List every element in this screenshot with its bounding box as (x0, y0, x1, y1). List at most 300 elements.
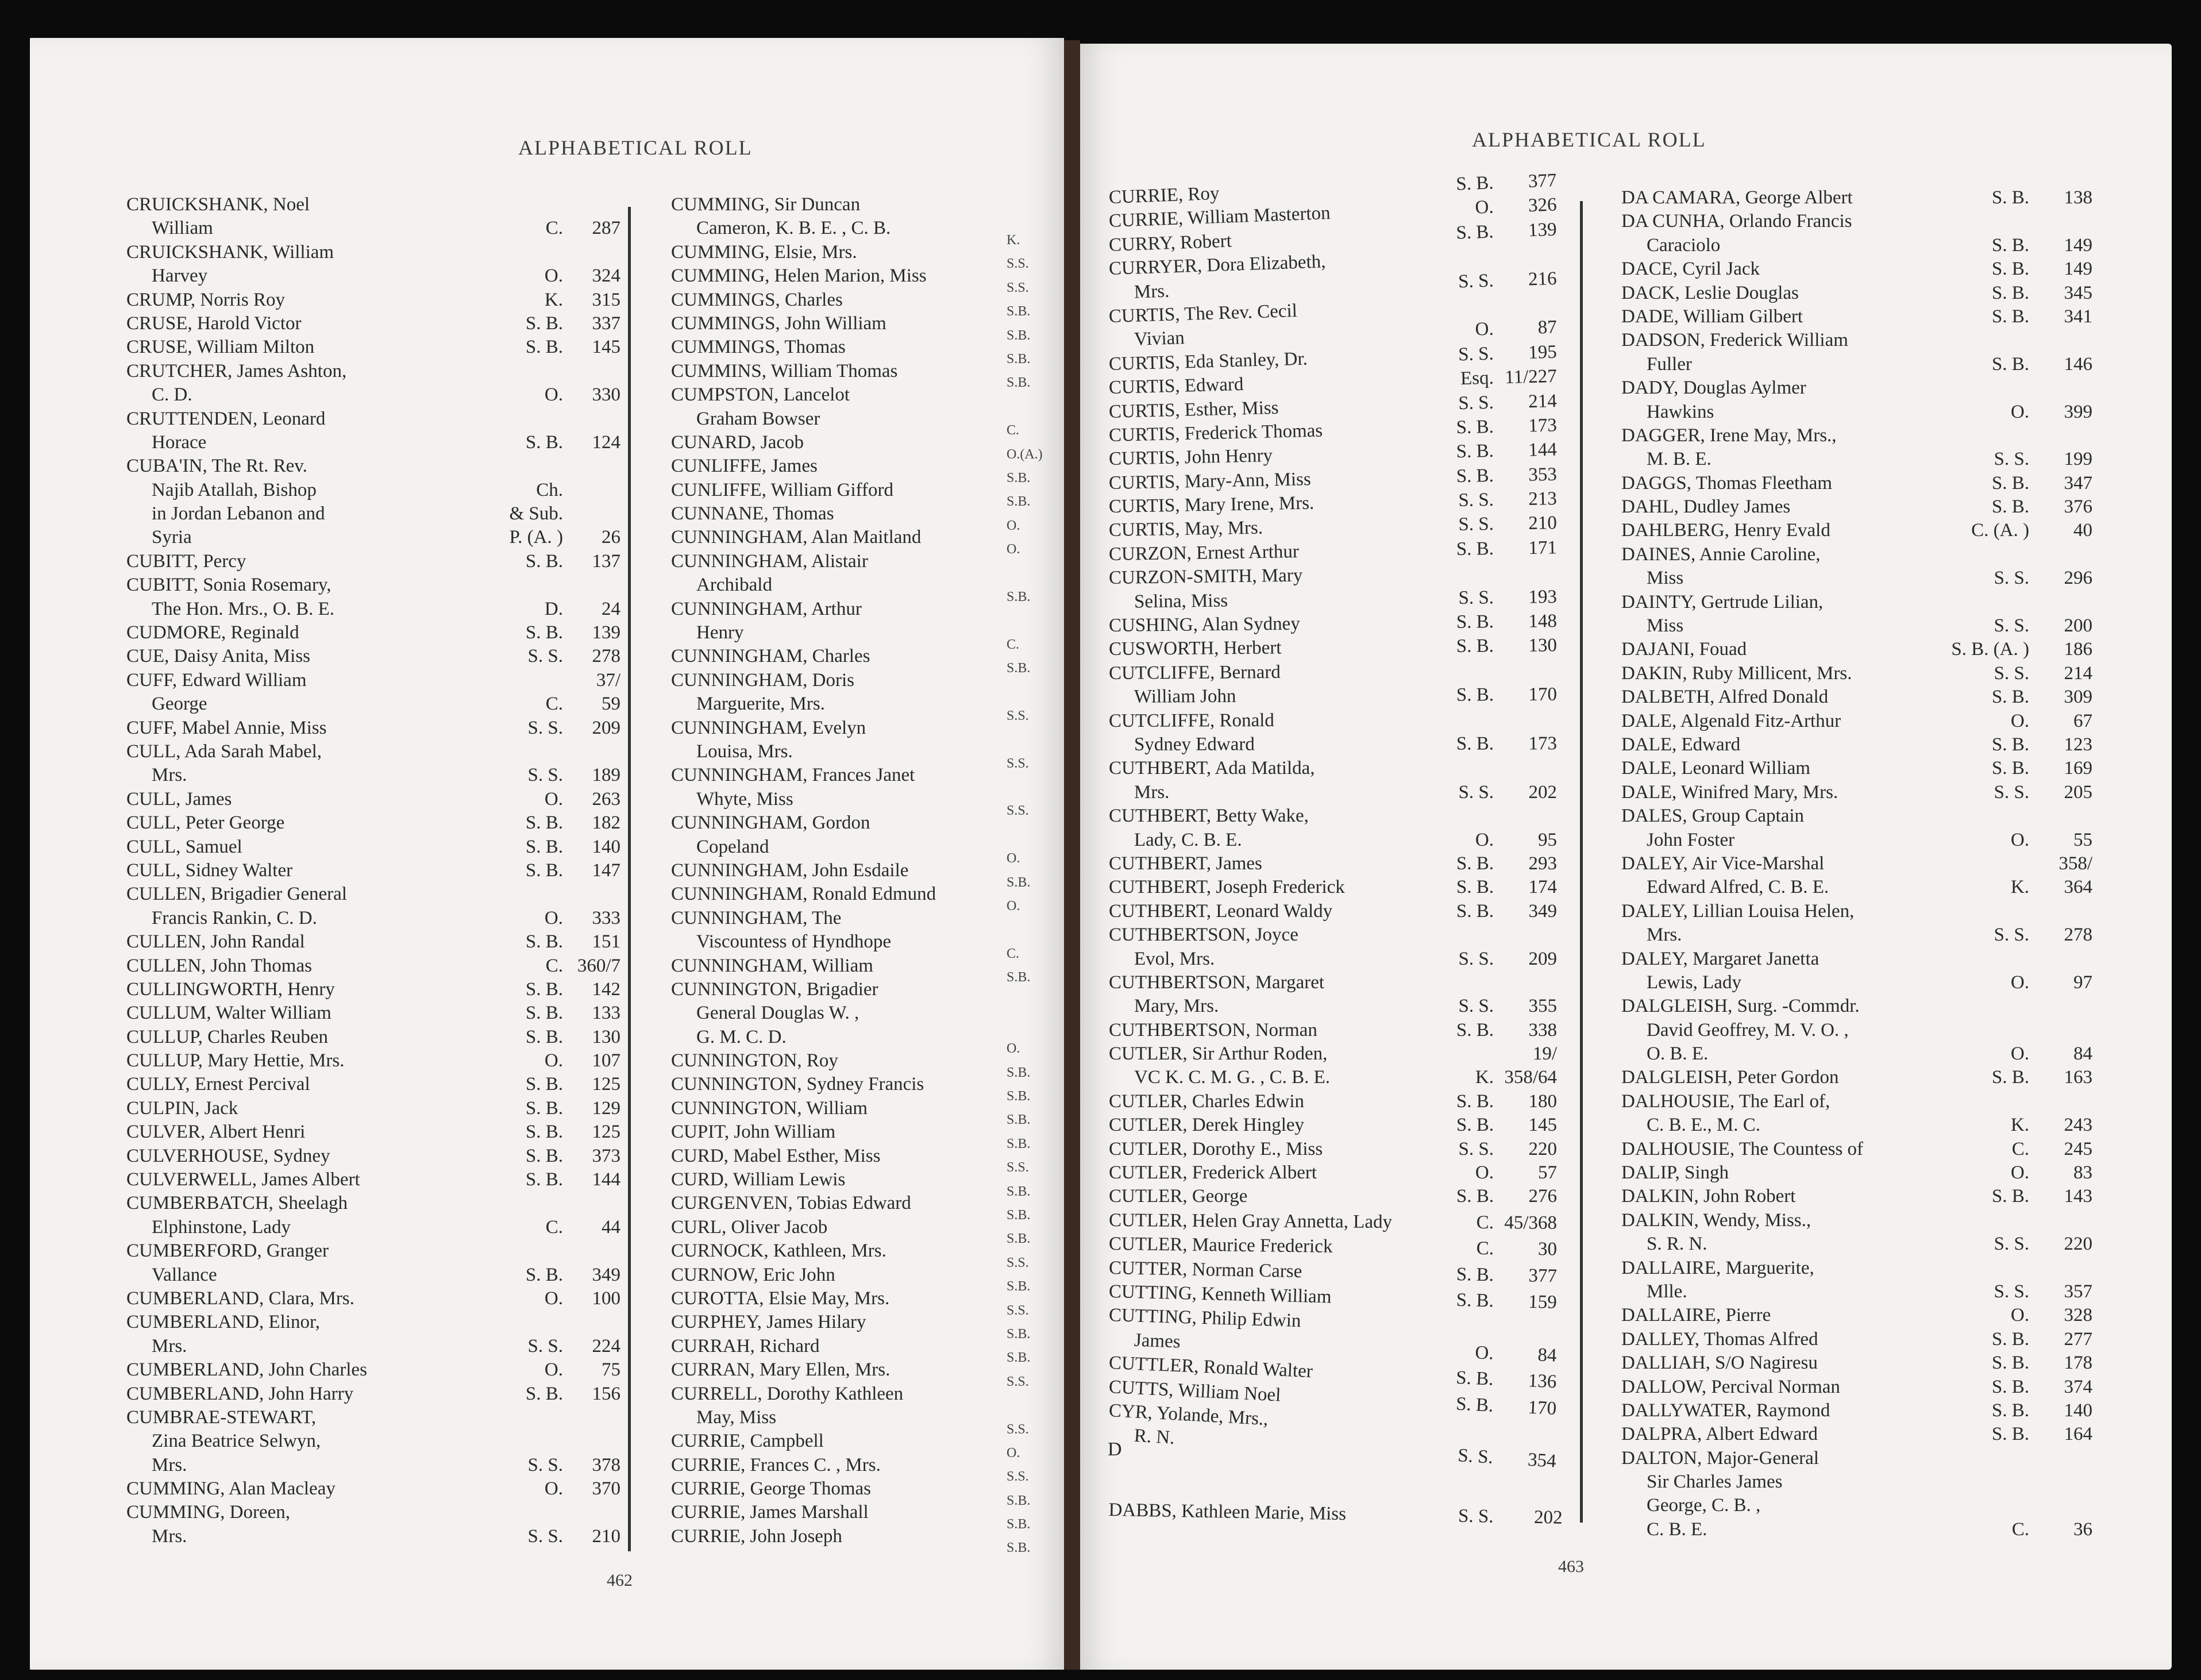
roll-entry (1109, 1113, 1568, 1137)
roll-entry (126, 930, 620, 954)
cut-off-code: S.B. (1007, 1136, 1031, 1151)
entry-page: 145 (1528, 1115, 1557, 1136)
entry-code: S. B. (1456, 684, 1494, 706)
roll-entry (126, 264, 620, 288)
entry-name: Henry (696, 622, 744, 644)
entry-name: CUTTLER, Ronald Walter (1108, 1353, 1313, 1382)
entry-code: S. B. (525, 313, 563, 334)
roll-entry (1621, 519, 2127, 542)
roll-entry (1621, 1161, 2127, 1185)
entry-name: Miss (1647, 568, 1684, 589)
cut-off-code (1007, 728, 1064, 752)
entry-page: 315 (592, 289, 620, 310)
entry-name: CURL, Oliver Jacob (671, 1216, 828, 1238)
entry-name: CURZON-SMITH, Mary (1108, 565, 1303, 589)
entry-name: CUE, Daisy Anita, Miss (126, 646, 310, 667)
entry-page: 164 (2064, 1424, 2092, 1445)
entry-name: Louisa, Mrs. (696, 741, 793, 762)
entry-code: O. (2010, 829, 2029, 850)
entry-name: CUMMING, Elsie, Mrs. (671, 241, 857, 263)
entry-page: 44 (602, 1216, 620, 1238)
entry-code: C. (2011, 1519, 2029, 1540)
entry-page: 142 (592, 978, 620, 1000)
entry-code: O. (544, 1050, 563, 1072)
roll-entry (1621, 353, 2127, 376)
entry-name: CUMBRAE-STEWART, (126, 1407, 317, 1428)
entry-name: CURRYER, Dora Elizabeth, (1108, 251, 1326, 280)
entry-name: CUNNINGTON, Brigadier (671, 978, 878, 1000)
left-column-1 (126, 193, 620, 1548)
entry-page: 216 (1528, 268, 1558, 290)
entry-name: CUTHBERT, Betty Wake, (1109, 806, 1309, 827)
entry-code: O. (544, 1359, 563, 1381)
entry-name: CUMBERLAND, Clara, Mrs. (126, 1288, 354, 1309)
roll-entry (671, 1454, 1016, 1477)
entry-code: S. B. (1456, 1091, 1494, 1112)
entry-name: CURTIS, May, Mrs. (1108, 518, 1263, 541)
column-rule (628, 207, 631, 1551)
entry-name: CURTIS, Edward (1108, 374, 1244, 399)
roll-entry (126, 550, 620, 573)
roll-entry (1621, 614, 2127, 638)
roll-entry (1621, 257, 2127, 281)
roll-entry (1621, 448, 2127, 471)
entry-name: CURTIS, Esther, Miss (1108, 397, 1279, 422)
roll-entry (126, 1001, 620, 1025)
entry-name: Cameron, K. B. E. , C. B. (696, 218, 891, 239)
entry-name: CUMMINGS, Thomas (671, 337, 846, 358)
roll-entry (671, 1049, 1016, 1073)
entry-name: CUNNINGTON, Roy (671, 1050, 838, 1072)
entry-name: Marguerite, Mrs. (696, 693, 825, 715)
entry-name: CURRELL, Dorothy Kathleen (671, 1383, 904, 1404)
roll-entry (1621, 376, 2127, 400)
roll-entry (1109, 900, 1568, 923)
entry-name: CYR, Yolande, Mrs., (1108, 1400, 1269, 1430)
entry-name: DALLOW, Percival Norman (1621, 1376, 1840, 1397)
entry-name: Mrs. (152, 765, 187, 786)
entry-page: 95 (1538, 829, 1557, 850)
entry-page: 293 (1528, 853, 1557, 874)
entry-name: DALBETH, Alfred Donald (1621, 687, 1829, 708)
entry-name: Miss (1647, 615, 1684, 637)
entry-code: S. B. (525, 978, 563, 1000)
entry-name: CUMBERBATCH, Sheelagh (126, 1193, 348, 1214)
roll-entry (126, 360, 598, 383)
roll-entry (1621, 829, 2127, 852)
entry-code: S. B. (525, 1145, 563, 1166)
entry-name: DALE, Algenald Fitz-Arthur (1621, 710, 1841, 731)
entry-name: CURTIS, Mary-Ann, Miss (1108, 468, 1312, 494)
roll-entry (1109, 1042, 1568, 1066)
entry-name: CULLEN, John Randal (126, 931, 305, 953)
roll-entry (126, 1145, 620, 1168)
entry-name: DALLEY, Thomas Alfred (1621, 1328, 1818, 1350)
entry-page: 193 (1528, 586, 1558, 608)
entry-name: CUTLER, Derek Hingley (1109, 1115, 1305, 1136)
entry-name: CUNNINGHAM, Alistair (671, 550, 868, 572)
entry-page: 140 (2064, 1400, 2092, 1421)
entry-code: S. B. (525, 860, 563, 881)
entry-page: 84 (1537, 1344, 1558, 1366)
entry-code: S. B. (1456, 538, 1494, 560)
roll-entry (126, 788, 620, 811)
roll-entry (1621, 852, 2127, 876)
entry-name: Mrs. (152, 1454, 187, 1475)
cut-off-code: C. (1007, 637, 1020, 652)
roll-entry (126, 454, 598, 478)
entry-name: CUPIT, John William (671, 1122, 836, 1143)
entry-page: 345 (2064, 282, 2092, 303)
roll-entry (671, 1358, 1016, 1382)
entry-code: O. (1475, 829, 1494, 850)
cut-off-code: S.B. (1007, 1112, 1031, 1128)
entry-page: 278 (2064, 924, 2092, 946)
entry-name: CURNOCK, Kathleen, Mrs. (671, 1240, 886, 1262)
entry-name: Syria (152, 527, 192, 548)
entry-code: S. B. (525, 1074, 563, 1095)
roll-entry (126, 1168, 620, 1192)
entry-page: 378 (592, 1454, 620, 1475)
entry-page: 170 (1528, 684, 1558, 706)
roll-entry (671, 1120, 1016, 1144)
entry-name: CURRIE, Roy (1108, 183, 1220, 208)
roll-entry (126, 1049, 620, 1073)
entry-name: CUNNINGHAM, Ronald Edmund (671, 884, 936, 905)
entry-code: C. (1476, 1212, 1494, 1233)
roll-entry (126, 954, 620, 978)
entry-name: CRUICKSHANK, William (126, 241, 334, 263)
roll-entry (1621, 424, 2127, 448)
roll-entry (671, 692, 1016, 716)
entry-page: 341 (2064, 306, 2092, 327)
entry-name: CURRIE, Frances C. , Mrs. (671, 1454, 881, 1475)
roll-entry (126, 1335, 620, 1358)
entry-page: 296 (2064, 568, 2092, 589)
entry-page: 186 (2064, 639, 2092, 660)
left-column-2-cut-codes (1007, 229, 1064, 1560)
roll-entry (671, 336, 1016, 359)
entry-name: DALEY, Margaret Janetta (1621, 948, 1820, 969)
entry-code: S. B. (1456, 1263, 1494, 1285)
entry-name: Copeland (696, 836, 769, 857)
entry-code: S. S. (527, 1525, 563, 1547)
entry-page: 170 (1527, 1397, 1557, 1419)
cut-off-code: C. (1007, 946, 1020, 961)
cut-off-code: S.S. (1007, 280, 1029, 295)
entry-name: DALE, Leonard William (1621, 758, 1810, 779)
roll-entry (1621, 1232, 2127, 1256)
entry-code: S. B. (1456, 900, 1494, 922)
entry-code: O. (1474, 196, 1494, 218)
entry-name: Vivian (1134, 327, 1185, 350)
entry-page: 136 (1528, 1370, 1558, 1393)
roll-entry (1109, 876, 1568, 899)
entry-page: 213 (1528, 488, 1558, 510)
cut-off-code: C. (1007, 423, 1020, 438)
entry-code: S. B. (1456, 416, 1494, 438)
cut-off-code: S.B. (1007, 470, 1031, 485)
entry-name: CULLINGWORTH, Henry (126, 978, 335, 1000)
entry-code: O. (2010, 1305, 2029, 1326)
roll-entry (671, 764, 1016, 787)
entry-name: DALKIN, John Robert (1621, 1186, 1796, 1207)
roll-entry (671, 1026, 1016, 1049)
entry-name: CUMMING, Alan Macleay (126, 1478, 336, 1500)
roll-entry (671, 859, 1016, 883)
entry-code: P. (A. ) (509, 527, 563, 548)
cut-off-code: S.B. (1007, 351, 1031, 367)
entry-name: Sydney Edward (1134, 734, 1255, 755)
entry-name: CUMMINS, William Thomas (671, 360, 898, 382)
roll-entry (1109, 781, 1568, 804)
entry-code: S. B. (1456, 1186, 1494, 1207)
entry-code: S. B. (1991, 1424, 2029, 1445)
entry-name: William (152, 218, 213, 239)
roll-entry (671, 1477, 1016, 1501)
entry-code: C. (1476, 1238, 1494, 1259)
roll-entry (671, 1073, 1016, 1096)
entry-code: S. B. (1455, 172, 1494, 195)
entry-code: O. (544, 1288, 563, 1309)
entry-page: 224 (592, 1335, 620, 1357)
entry-code: S. B. (525, 836, 563, 857)
entry-code: S. S. (1458, 587, 1494, 608)
entry-code: S. S. (1994, 1281, 2029, 1302)
entry-code: C. (A. ) (1971, 520, 2029, 541)
entry-page: 107 (592, 1050, 620, 1072)
entry-name: CUTLER, Dorothy E., Miss (1109, 1138, 1323, 1159)
entry-page: 354 (1527, 1449, 1557, 1472)
entry-page: 26 (602, 527, 620, 548)
entry-code: S. B. (1991, 1353, 2029, 1374)
roll-entry (1621, 638, 2127, 661)
entry-name: Caraciolo (1647, 234, 1721, 256)
roll-entry (126, 312, 620, 336)
entry-name: CUNLIFFE, James (671, 456, 818, 477)
roll-entry (1109, 1161, 1568, 1185)
entry-name: CUBA'IN, The Rt. Rev. (126, 456, 307, 477)
entry-code: S. S. (527, 765, 563, 786)
entry-code: O. (2010, 710, 2029, 731)
entry-page: 169 (2064, 758, 2092, 779)
entry-name: DALHOUSIE, The Countess of (1621, 1138, 1864, 1159)
entry-name: Archibald (696, 575, 772, 596)
roll-entry (126, 811, 620, 835)
entry-name: CUMMING, Helen Marion, Miss (671, 265, 927, 287)
entry-page (1488, 1316, 1557, 1318)
entry-name: Evol, Mrs. (1134, 948, 1215, 969)
entry-code: S. B. (1991, 353, 2029, 375)
entry-page (1488, 561, 1557, 562)
entry-name: DADSON, Frederick William (1621, 330, 1848, 351)
roll-entry (126, 1429, 598, 1453)
entry-name: Mrs. (152, 1525, 187, 1547)
cut-off-code (1007, 1394, 1064, 1417)
entry-code: C. (2011, 1138, 2029, 1159)
cut-off-code: S.B. (1007, 1065, 1031, 1080)
roll-entry (671, 907, 1016, 930)
roll-entry (1109, 1209, 1568, 1235)
right-page-number: 463 (1558, 1557, 1584, 1576)
entry-page: 326 (1528, 194, 1558, 217)
entry-page: 357 (2064, 1281, 2092, 1302)
cut-off-code: S.B. (1007, 304, 1031, 319)
entry-name: CUMBERFORD, Granger (126, 1240, 329, 1262)
entry-page: 137 (592, 550, 620, 572)
entry-code: O. (2010, 1162, 2029, 1184)
roll-entry (1109, 1019, 1568, 1042)
column-rule (1580, 201, 1583, 1523)
roll-entry (126, 526, 620, 549)
entry-code: S. B. (1991, 1328, 2029, 1350)
entry-page (1488, 658, 1557, 659)
roll-entry (1109, 757, 1568, 780)
roll-entry (1621, 710, 2127, 733)
entry-name: CUNNINGHAM, Alan Maitland (671, 527, 922, 548)
entry-code: C. (545, 955, 563, 976)
entry-code: S. B. (1455, 1393, 1494, 1416)
entry-code: S. S. (1994, 781, 2029, 803)
entry-code: K. (544, 289, 563, 310)
entry-page: 149 (2064, 259, 2092, 280)
entry-code: S. B. (1456, 853, 1494, 874)
roll-entry (671, 1429, 1016, 1453)
left-column-2 (671, 193, 1016, 1548)
entry-page: 84 (2073, 1043, 2092, 1065)
cut-off-code: S.S. (1007, 1374, 1029, 1389)
entry-name: Harvey (152, 265, 208, 287)
cut-off-code: S.B. (1007, 327, 1031, 343)
entry-name: CUTLER, Maurice Frederick (1108, 1234, 1333, 1257)
entry-code: O. (544, 907, 563, 928)
roll-entry (126, 336, 620, 359)
entry-page: 45/368 (1504, 1212, 1558, 1234)
cut-off-code (1007, 561, 1064, 585)
roll-entry (671, 264, 1016, 288)
roll-entry (1621, 947, 2127, 971)
entry-code: S. S. (527, 717, 563, 738)
cut-off-code: S.B. (1007, 589, 1031, 604)
entry-page: 151 (592, 931, 620, 953)
roll-entry (671, 502, 1016, 526)
entry-page: 214 (2064, 662, 2092, 684)
entry-name: William John (1134, 686, 1236, 707)
entry-page: 149 (2064, 234, 2092, 256)
roll-entry (1621, 186, 2127, 210)
entry-page: 19/ (1532, 1043, 1557, 1065)
entry-code: S. B. (1456, 733, 1494, 754)
entry-page: 277 (2064, 1328, 2092, 1350)
right-column-1 (1108, 170, 1568, 1472)
entry-page: 199 (2064, 449, 2092, 470)
roll-entry (671, 621, 1016, 645)
entry-code: Ch. (536, 479, 563, 500)
entry-page: 30 (1537, 1239, 1558, 1260)
entry-page: 11/227 (1504, 365, 1558, 388)
entry-name: CURGENVEN, Tobias Edward (671, 1193, 911, 1214)
entry-page: 287 (592, 218, 620, 239)
entry-name: CUNNINGTON, William (671, 1097, 868, 1119)
entry-name: DALE, Winifred Mary, Mrs. (1621, 781, 1838, 803)
entry-page: 125 (592, 1122, 620, 1143)
entry-name: CURRIE, George Thomas (671, 1478, 871, 1500)
entry-name: CULL, James (126, 788, 232, 810)
left-page-number: 462 (607, 1571, 633, 1590)
entry-page: 178 (2064, 1353, 2092, 1374)
roll-entry (126, 1216, 620, 1239)
entry-page: 144 (592, 1169, 620, 1190)
roll-entry (671, 954, 1016, 978)
entry-page: 133 (592, 1003, 620, 1024)
roll-entry (671, 479, 1016, 502)
entry-name: CUMBERLAND, John Harry (126, 1383, 354, 1404)
entry-name: CUTCLIFFE, Bernard (1108, 661, 1281, 684)
roll-entry (126, 716, 620, 740)
entry-name: CUNNINGHAM, Charles (671, 646, 870, 667)
entry-name: CUTCLIFFE, Ronald (1108, 710, 1274, 731)
entry-name: DABBS, Kathleen Marie, Miss (1108, 1499, 1347, 1525)
roll-entry (671, 1239, 1016, 1263)
entry-code: S. S. (1458, 996, 1494, 1017)
roll-entry (1109, 829, 1568, 852)
entry-code: S. B. (1991, 1067, 2029, 1088)
roll-entry (671, 526, 1016, 549)
cut-off-code: O. (1007, 1445, 1020, 1461)
entry-page: 377 (1528, 1265, 1558, 1286)
cut-off-code (1007, 776, 1064, 799)
entry-code: S. B. (1991, 687, 2029, 708)
entry-name: CURD, Mabel Esther, Miss (671, 1145, 881, 1166)
entry-name: DADY, Douglas Aylmer (1621, 377, 1806, 399)
entry-code (1413, 1313, 1494, 1316)
roll-entry (126, 764, 620, 787)
roll-entry (671, 454, 1016, 478)
entry-code: S. B. (525, 1169, 563, 1190)
entry-page: 40 (2073, 520, 2092, 541)
roll-entry (1621, 234, 2127, 257)
entry-code: O. (2010, 401, 2029, 422)
roll-entry (126, 217, 620, 240)
roll-entry (126, 907, 620, 930)
cut-off-code: S.S. (1007, 1255, 1029, 1270)
entry-page: 364 (2064, 877, 2092, 898)
entry-name: DALTON, Major-General (1621, 1447, 1819, 1469)
entry-page: 147 (592, 860, 620, 881)
entry-code: S. S. (1458, 1138, 1494, 1159)
entry-name: CUSHING, Alan Sydney (1108, 613, 1300, 637)
roll-entry (126, 502, 598, 526)
entry-name: DAJANI, Fouad (1621, 639, 1747, 660)
entry-name: CURTIS, The Rev. Cecil (1108, 300, 1298, 327)
entry-code: S. S. (1458, 781, 1494, 803)
cut-off-code: S.B. (1007, 375, 1031, 391)
entry-page: 349 (592, 1264, 620, 1285)
roll-entry (1109, 995, 1568, 1018)
entry-code: S. S. (1458, 270, 1494, 292)
cut-off-code: S.B. (1007, 494, 1031, 510)
roll-entry (1621, 567, 2127, 590)
entry-name: CULL, Ada Sarah Mabel, (126, 741, 322, 762)
entry-name: DALLIAH, S/O Nagiresu (1621, 1353, 1818, 1374)
cut-off-code: S.B. (1007, 1089, 1031, 1104)
entry-code: S. B. (1991, 1400, 2029, 1421)
roll-entry (671, 1216, 1016, 1239)
entry-page: 243 (2064, 1115, 2092, 1136)
cut-off-code: S.S. (1007, 756, 1029, 771)
entry-code: S. S. (527, 646, 563, 667)
entry-code: S. B. (1991, 306, 2029, 327)
